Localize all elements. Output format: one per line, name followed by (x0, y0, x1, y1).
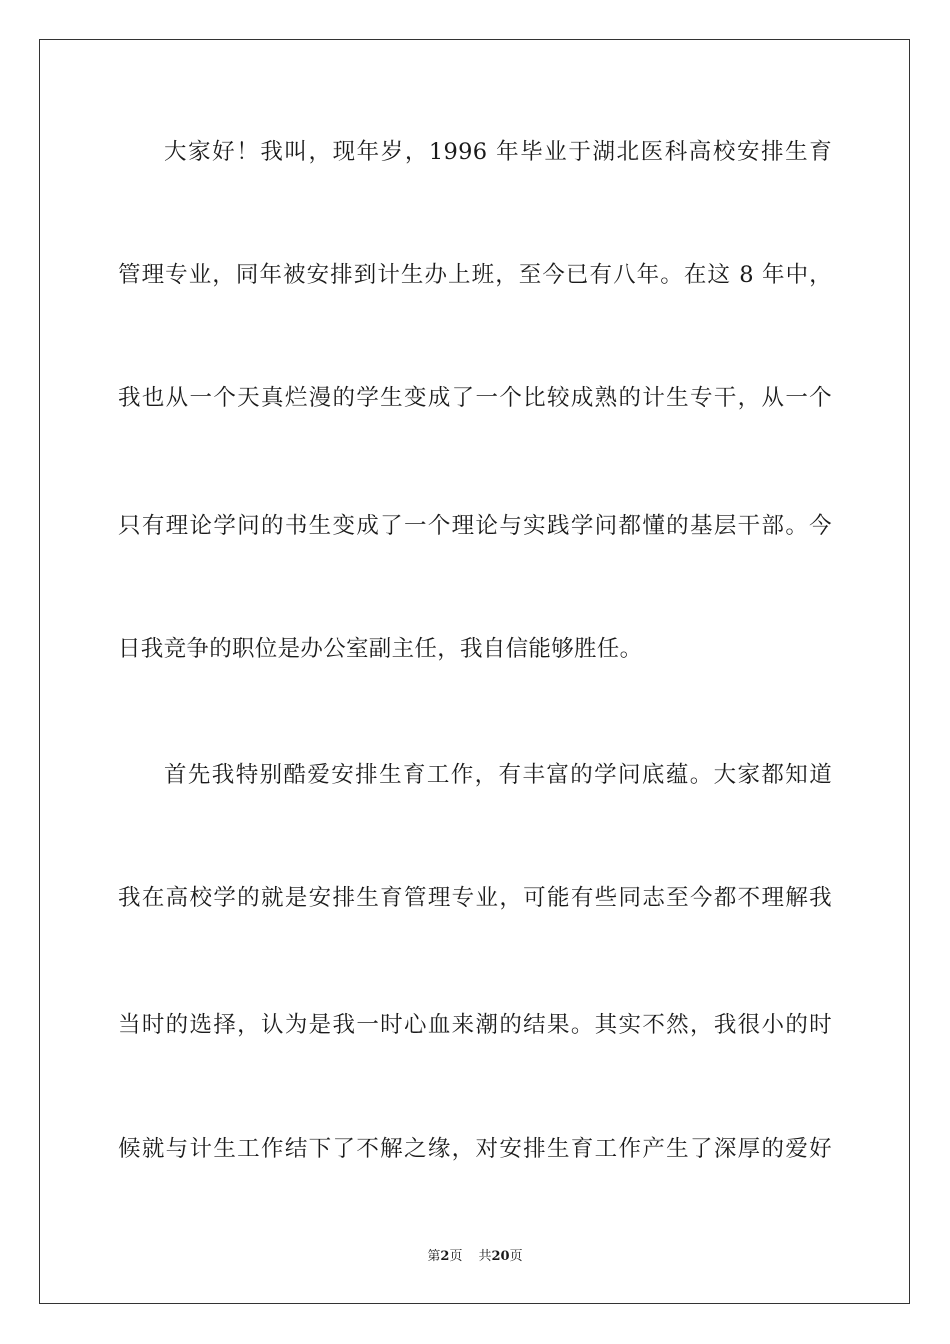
page-number-prefix: 第 (427, 1249, 441, 1264)
paragraph-1-line-3: 我也从一个天真烂漫的学生变成了一个比较成熟的计生专干，从一个 (118, 385, 832, 411)
paragraph-2-line-4: 候就与计生工作结下了不解之缘，对安排生育工作产生了深厚的爱好 (118, 1136, 832, 1162)
page-border (39, 39, 910, 1304)
page-footer (0, 1248, 950, 1266)
current-page-number: 2 (440, 1249, 450, 1264)
total-pages-suffix: 页 (509, 1249, 523, 1264)
paragraph-2-line-2: 我在高校学的就是安排生育管理专业，可能有些同志至今都不理解我 (118, 885, 832, 911)
paragraph-1-line-4: 只有理论学问的书生变成了一个理论与实践学问都懂的基层干部。今 (118, 513, 832, 539)
total-pages-prefix: 共 (478, 1249, 492, 1264)
total-page-count: 20 (491, 1249, 510, 1264)
paragraph-2-line-3: 当时的选择，认为是我一时心血来潮的结果。其实不然，我很小的时 (118, 1012, 832, 1038)
paragraph-2-line-1: 首先我特别酷爱安排生育工作，有丰富的学问底蕴。大家都知道 (164, 762, 832, 788)
page-number-suffix: 页 (449, 1249, 463, 1264)
paragraph-1-line-5: 日我竞争的职位是办公室副主任，我自信能够胜任。 (118, 636, 643, 662)
paragraph-1-line-1: 大家好！我叫，现年岁，1996 年毕业于湖北医科高校安排生育 (164, 139, 832, 165)
paragraph-1-line-2: 管理专业，同年被安排到计生办上班，至今已有八年。在这 8 年中， (118, 262, 832, 288)
